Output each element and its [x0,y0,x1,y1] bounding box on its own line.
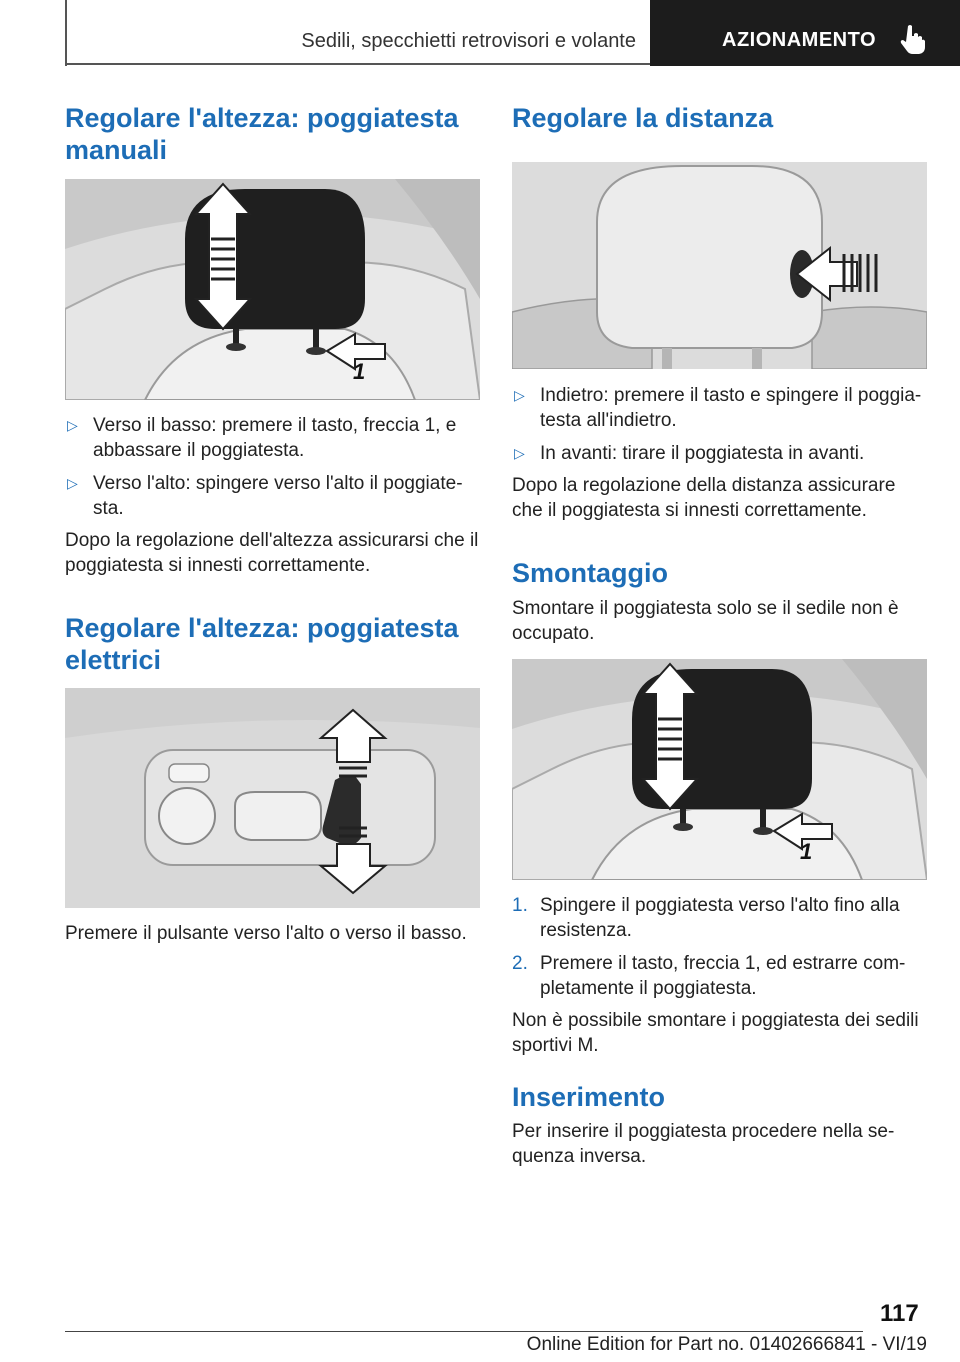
distance-bullets [512,383,927,474]
list-item [512,441,927,466]
list-item [512,383,927,433]
bullet-text: Verso il basso: premere il tasto, freccia 1, e abbassare il poggiatesta. [93,415,457,461]
header-rule-vertical [65,0,67,66]
heading-electric-height: Regolare l'altezza: poggiatesta elettrici [65,613,459,675]
callout-number: 1 [353,359,366,384]
bullet-marker: ▷ [514,445,525,461]
paragraph-electric-instruction: Premere il pulsante verso l'alto o verso il basso. [65,923,467,944]
step-text: Spingere il poggiatesta verso l'alto fino alla resistenza. [540,895,900,941]
figure-manual-headrest [65,179,480,400]
bullet-text: Indietro: premere il tasto e spingere il poggia‐testa all'indietro. [540,385,922,431]
step-text: Premere il tasto, freccia 1, ed estrarre com‐pletamente il poggiatesta. [540,953,906,999]
bullet-marker: ▷ [67,475,78,491]
list-item [65,471,480,521]
bullet-text: In avanti: tirare il poggiatesta in avanti. [540,443,865,464]
step-number: 1. [512,895,528,916]
list-item [65,413,480,463]
figure-electric-switch [65,688,480,908]
section-label: AZIONAMENTO [722,29,877,51]
list-item [512,951,927,1001]
bullet-marker: ▷ [514,387,525,403]
heading-installation: Inserimento [512,1082,666,1112]
chapter-title: Sedili, specchietti retrovisori e volante [301,30,636,52]
header-rule-horizontal [65,63,650,65]
edition-text: Online Edition for Part no. 01402666841 - VI/19 [526,1334,927,1355]
paragraph-manual-check: Dopo la regolazione dell'altezza assicurarsi che il poggiatesta si innesti correttamente. [65,530,479,576]
page-number: 117 [880,1300,919,1327]
removal-steps [512,893,927,1009]
heading-manual-height: Regolare l'altezza: poggiatesta manuali [65,103,459,165]
bullet-marker: ▷ [67,417,78,433]
list-item [512,893,927,943]
paragraph-removal-condition: Smontare il poggiatesta solo se il sedile non è occupato. [512,598,899,644]
bullet-text: Verso l'alto: spingere verso l'alto il poggiate‐sta. [93,473,463,519]
footer-rule [65,1331,863,1332]
manual-height-bullets [65,413,480,529]
heading-removal: Smontaggio [512,558,668,588]
heading-distance: Regolare la distanza [512,103,774,133]
pointing-hand-icon [898,24,926,54]
figure-distance-headrest [512,162,927,369]
figure-removal-headrest [512,659,927,880]
paragraph-distance-check: Dopo la regolazione della distanza assicurare che il poggiatesta si innesti correttamente. [512,475,896,521]
section-tab [650,0,960,66]
page-header [0,0,960,66]
callout-number: 1 [800,839,813,864]
paragraph-sport-seats: Non è possibile smontare i poggiatesta dei sedili sportivi M. [512,1010,919,1056]
paragraph-installation: Per inserire il poggiatesta procedere nella se‐quenza inversa. [512,1121,895,1167]
step-number: 2. [512,953,528,974]
